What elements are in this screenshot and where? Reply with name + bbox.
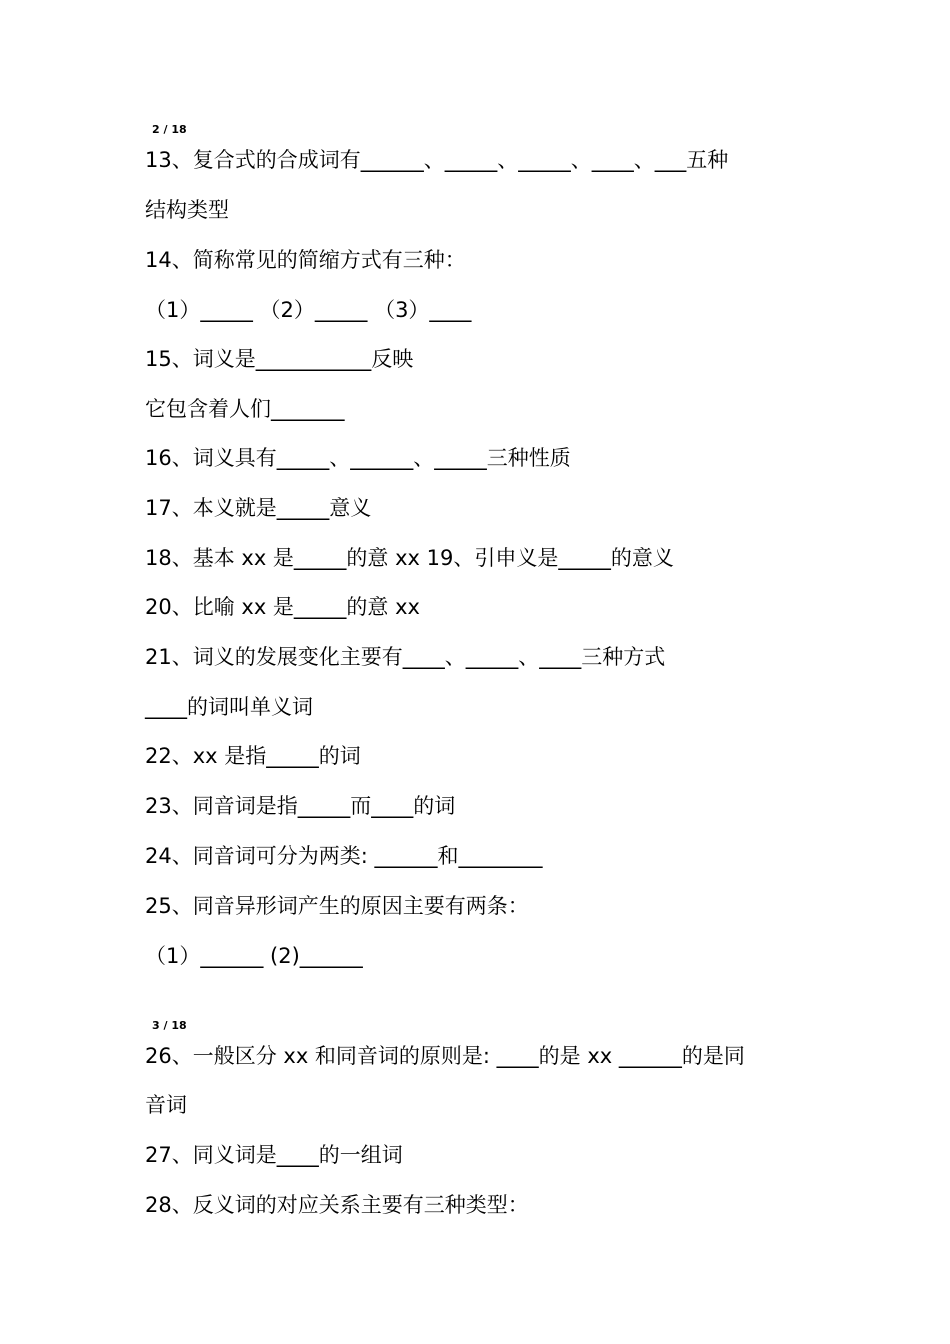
text-line: 17、本义就是_____意义 <box>145 496 372 520</box>
text-line: 22、xx 是指_____的词 <box>145 744 361 768</box>
text-line: 13、复合式的合成词有______、_____、_____、____、___五种 <box>145 148 729 172</box>
text-line: ____的词叫单义词 <box>145 695 313 719</box>
text-line: 23、同音词是指_____而____的词 <box>145 794 456 818</box>
text-line: （1）_____ （2）_____ （3）____ <box>145 298 472 322</box>
text-line: 它包含着人们_______ <box>145 397 345 421</box>
text-line: 25、同音异形词产生的原因主要有两条： <box>145 894 529 918</box>
text-line: 28、反义词的对应关系主要有三种类型： <box>145 1193 529 1217</box>
text-line: （1）______ (2)______ <box>145 944 363 968</box>
text-line: 15、词义是___________反映 <box>145 347 414 371</box>
text-line: 16、词义具有_____、______、_____三种性质 <box>145 446 571 470</box>
text-line: 结构类型 <box>145 198 229 222</box>
text-line: 21、词义的发展变化主要有____、_____、____三种方式 <box>145 645 666 669</box>
text-line: 26、一般区分 xx 和同音词的原则是: ____的是 xx ______的是同 <box>145 1044 745 1068</box>
text-line: 14、简称常见的简缩方式有三种： <box>145 248 466 272</box>
page-marker: 2 / 18 <box>152 123 187 136</box>
text-line: 20、比喻 xx 是_____的意 xx <box>145 595 420 619</box>
text-line: 27、同义词是____的一组词 <box>145 1143 403 1167</box>
text-line: 音词 <box>145 1093 187 1117</box>
page-marker: 3 / 18 <box>152 1019 187 1032</box>
text-line: 24、同音词可分为两类: ______和________ <box>145 844 543 868</box>
text-line: 18、基本 xx 是_____的意 xx 19、引申义是_____的意义 <box>145 546 674 570</box>
